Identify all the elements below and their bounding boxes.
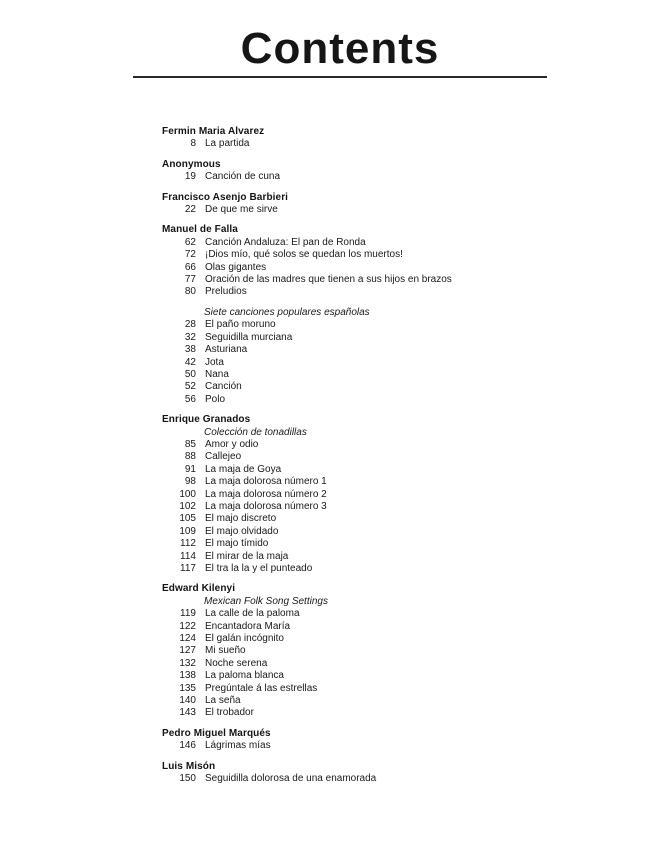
toc-section (162, 224, 622, 406)
page-number: 66 (184, 261, 196, 273)
song-title: Amor y odio (205, 438, 259, 450)
song-title: Polo (205, 393, 226, 405)
toc-entry (162, 369, 622, 381)
group-entries (162, 773, 622, 785)
toc-entry (162, 381, 622, 393)
page-number: 143 (179, 707, 196, 719)
toc-entry (162, 464, 622, 476)
toc-entry (162, 489, 622, 501)
toc-entry (162, 740, 622, 752)
group-entries (162, 171, 622, 183)
song-group (162, 237, 622, 299)
song-title: Preludios (205, 286, 247, 298)
song-title: La paloma blanca (205, 670, 284, 682)
page-number: 85 (184, 438, 196, 450)
toc-entry (162, 451, 622, 463)
page-number: 52 (184, 381, 196, 393)
page-number: 77 (184, 274, 196, 286)
group-entries (162, 319, 622, 406)
song-group (162, 740, 622, 752)
toc-entry (162, 707, 622, 719)
toc-entry (162, 621, 622, 633)
page-number: 28 (184, 319, 196, 331)
song-title: Encantadora María (205, 620, 291, 632)
song-title: Asturiana (205, 344, 248, 356)
toc-entry (162, 513, 622, 525)
song-title: La maja dolorosa número 2 (205, 488, 327, 500)
song-title: ¡Dios mío, qué solos se quedan los muertos! (205, 249, 403, 261)
toc-entry (162, 538, 622, 550)
composer-name: Francisco Asenjo Barbieri (162, 191, 289, 203)
page-number: 91 (184, 463, 196, 475)
song-group (162, 171, 622, 183)
composer-name: Luis Misón (162, 760, 216, 772)
page-number: 32 (184, 331, 196, 343)
page-number: 100 (179, 488, 196, 500)
group-entries (162, 439, 622, 575)
group-entries (162, 204, 622, 216)
page-number: 62 (184, 236, 196, 248)
composer-name: Enrique Granados (162, 414, 251, 426)
song-group (162, 427, 622, 576)
song-title: Jota (205, 356, 224, 368)
page-number: 88 (184, 451, 196, 463)
song-title: El majo olvidado (205, 525, 279, 537)
song-group (162, 307, 622, 406)
page-number: 42 (184, 356, 196, 368)
section-groups (162, 138, 622, 150)
page-number: 114 (180, 550, 196, 562)
toc-section (162, 583, 622, 719)
toc-entry (162, 249, 622, 261)
table-of-contents (162, 126, 622, 786)
song-title: La calle de la paloma (205, 608, 300, 620)
song-title: Canción de cuna (205, 171, 281, 183)
page-number: 56 (184, 393, 196, 405)
toc-entry (162, 286, 622, 298)
toc-section (162, 728, 622, 753)
section-groups (162, 237, 622, 406)
toc-entry (162, 608, 622, 620)
toc-section (162, 159, 622, 184)
section-groups (162, 596, 622, 720)
song-title: El tra la la y el punteado (205, 563, 313, 574)
toc-entry (162, 670, 622, 682)
song-title: Lágrimas mías (205, 740, 271, 752)
toc-section (162, 126, 622, 151)
collection-subtitle: Colección de tonadillas (204, 426, 307, 438)
song-title: Seguidilla murciana (205, 331, 293, 343)
song-title: Canción (205, 381, 242, 393)
group-entries (162, 608, 622, 720)
song-title: Canción Andaluza: El pan de Ronda (205, 236, 366, 248)
toc-entry (162, 138, 622, 150)
composer-name: Manuel de Falla (162, 224, 238, 236)
song-title: Pregúntale á las estrellas (205, 682, 318, 694)
toc-entry (162, 563, 622, 575)
group-entries (162, 237, 622, 299)
page-number: 127 (179, 645, 196, 657)
page-number: 8 (190, 138, 196, 150)
composer-name: Anonymous (162, 158, 221, 170)
page-number: 72 (184, 249, 196, 261)
composer-name: Pedro Miguel Marqués (162, 727, 271, 739)
page-number: 105 (179, 513, 196, 525)
song-title: La maja de Goya (205, 463, 282, 475)
toc-entry (162, 204, 622, 216)
song-title: Olas gigantes (205, 261, 267, 273)
toc-section (162, 761, 622, 786)
toc-entry (162, 237, 622, 249)
toc-section (162, 414, 622, 575)
toc-entry (162, 658, 622, 670)
section-groups (162, 740, 622, 752)
section-groups (162, 427, 622, 576)
song-title: Mi sueño (205, 645, 246, 657)
page-number: 19 (184, 171, 196, 183)
toc-entry (162, 633, 622, 645)
page-number: 102 (179, 500, 196, 512)
song-group (162, 204, 622, 216)
toc-entry (162, 526, 622, 538)
toc-entry (162, 332, 622, 344)
page-number: 124 (179, 633, 196, 645)
toc-entry (162, 695, 622, 707)
title-rule (133, 76, 547, 78)
page-number: 109 (179, 525, 196, 537)
composer-name: Edward Kilenyi (162, 583, 236, 595)
song-title: La seña (205, 695, 241, 707)
collection-subtitle: Siete canciones populares españolas (204, 306, 370, 318)
song-title: La maja dolorosa número 3 (205, 500, 327, 512)
page-number: 122 (179, 620, 196, 632)
page-number: 117 (180, 563, 196, 574)
group-entries (162, 138, 622, 150)
page-title: Contents (240, 24, 440, 73)
page-number: 135 (179, 682, 196, 694)
song-title: El galán incógnito (205, 633, 284, 645)
song-title: El paño moruno (205, 319, 276, 331)
toc-entry (162, 773, 622, 785)
page-number: 38 (184, 344, 196, 356)
toc-entry (162, 357, 622, 369)
page-number: 146 (179, 740, 196, 752)
toc-entry (162, 501, 622, 513)
song-title: Callejeo (205, 451, 242, 463)
song-title: Seguidilla dolorosa de una enamorada (205, 773, 377, 785)
song-title: El majo discreto (205, 513, 277, 525)
toc-entry (162, 319, 622, 331)
toc-entry (162, 171, 622, 183)
section-groups (162, 204, 622, 216)
song-title: El majo tímido (205, 538, 269, 550)
toc-entry (162, 394, 622, 406)
toc-entry (162, 262, 622, 274)
song-title: La maja dolorosa número 1 (205, 476, 327, 488)
toc-entry (162, 551, 622, 563)
song-title: Noche serena (205, 657, 268, 669)
song-title: Nana (205, 368, 229, 380)
song-title: De que me sirve (205, 204, 278, 216)
group-entries (162, 740, 622, 752)
page-number: 140 (179, 695, 196, 707)
page-number: 98 (184, 476, 196, 488)
song-title: El trobador (205, 707, 254, 719)
toc-entry (162, 439, 622, 451)
page-number: 50 (184, 368, 196, 380)
toc-entry (162, 274, 622, 286)
composer-name: Fermin Maria Alvarez (162, 126, 265, 137)
song-group (162, 138, 622, 150)
page-number: 138 (179, 670, 196, 682)
page-number: 112 (180, 538, 196, 550)
page-number: 22 (184, 204, 196, 216)
page-number: 80 (184, 286, 196, 298)
toc-entry (162, 476, 622, 488)
song-group (162, 773, 622, 785)
song-title: El mirar de la maja (205, 550, 289, 562)
section-groups (162, 171, 622, 183)
song-title: La partida (205, 138, 250, 150)
song-group (162, 596, 622, 720)
toc-entry (162, 683, 622, 695)
page-number: 119 (180, 608, 196, 620)
page-number: 132 (179, 657, 196, 669)
collection-subtitle: Mexican Folk Song Settings (204, 595, 328, 607)
title-block (133, 0, 547, 78)
page-number: 150 (179, 773, 196, 785)
toc-entry (162, 645, 622, 657)
toc-section (162, 192, 622, 217)
song-title: Oración de las madres que tienen a sus hijos en brazos (205, 274, 452, 286)
section-groups (162, 773, 622, 785)
toc-entry (162, 344, 622, 356)
